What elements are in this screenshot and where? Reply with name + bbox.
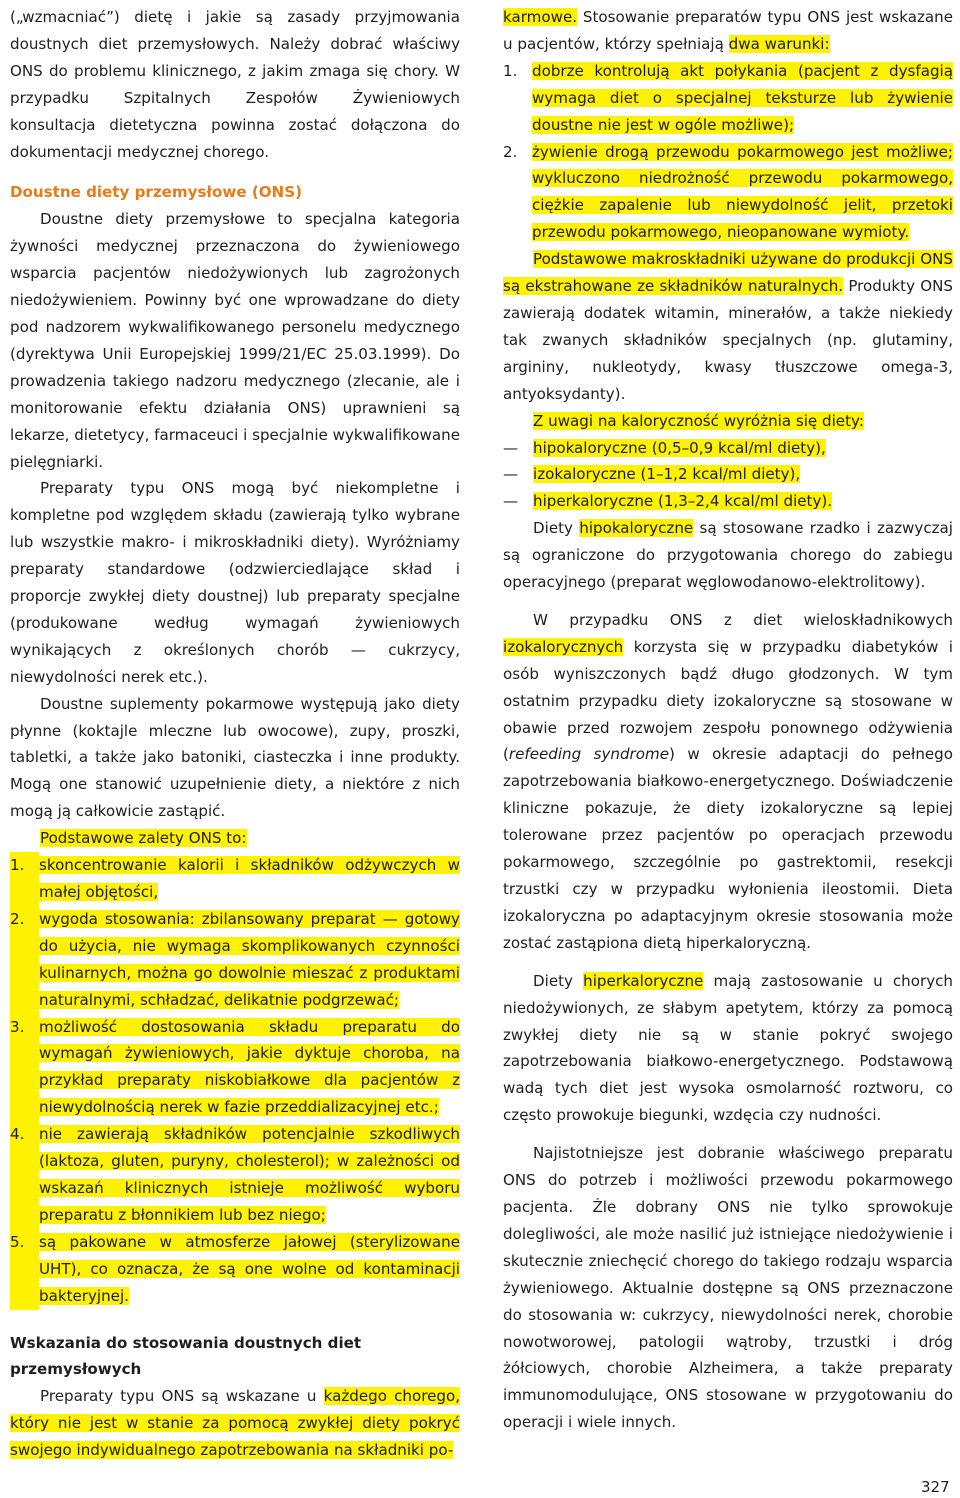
list-item-text: są pakowane w atmosferze jałowej (sterylizowane UHT), co oznacza, że są one wolne od kontaminacji bakteryjnej. <box>39 1232 460 1305</box>
list-item-text: izokaloryczne (1–1,2 kcal/ml diety), <box>533 465 801 484</box>
list-item-text: żywienie drogą przewodu pokarmowego jest możliwe; wykluczono niedrożność przewodu pokarmowego, ciężkie zapalenie lub niewydolność jelit, przetoki przewodu pokarmowego, nieopanowane wymioty. <box>532 142 953 242</box>
list-item <box>503 58 953 139</box>
highlight-span: Podstawowe makroskładniki używane do produkcji ONS są ekstrahowane ze składników naturalnych. <box>503 250 953 296</box>
list-item-text: hiperkaloryczne (1,3–2,4 kcal/ml diety). <box>533 492 833 511</box>
highlight-span: izokalorycznych <box>503 637 624 656</box>
list-item-text: skoncentrowanie kalorii i składników odżywczych w małej objętości, <box>39 856 460 901</box>
list-item <box>503 488 953 515</box>
section-heading-ons: Doustne diety przemysłowe (ONS) <box>10 183 302 202</box>
list-dash: — <box>503 465 519 484</box>
list-number: 4. <box>10 1121 39 1229</box>
list-item <box>503 435 953 462</box>
left-column <box>10 4 460 1464</box>
list-item-text: możliwość dostosowania składu preparatu do wymagań żywieniowych, jakie dyktuje choroba, na przykład preparaty niskobiałkowe dla pacjentów z niewydolnością nerek w fazie przeddializacyjnej etc.; <box>39 1017 460 1117</box>
list-number: 2. <box>10 906 39 1014</box>
calorie-intro-text: Z uwagi na kaloryczność wyróżnia się diety: <box>533 411 864 430</box>
list-item <box>10 852 460 906</box>
list-item-text: hipokaloryczne (0,5–0,9 kcal/ml diety), <box>533 438 826 457</box>
highlight-span: hiperkaloryczne <box>583 971 704 990</box>
section-heading-indications: Wskazania do stosowania doustnych diet przemysłowych <box>10 1333 362 1379</box>
list-number: 2. <box>503 142 518 161</box>
conditions-list <box>503 58 953 246</box>
paragraph-ons-forms: Doustne suplementy pokarmowe występują jako diety płynne (koktajle mleczne lub owocowe), zupy, proszki, tabletki, a także jako batoniki, ciasteczka i inne produkty. Mogą one stanowić uzupełnienie diety, a niektóre z nich mogą ją całkowicie zastąpić. <box>10 694 460 821</box>
paragraph-indications: Preparaty typu ONS są wskazane u każdego chorego, który nie jest w stanie za pomocą zwykłej diety pokryć swojego indywidualnego zapotrzebowania na składniki po- <box>10 1387 460 1460</box>
paragraph-hypocaloric: Diety hipokaloryczne są stosowane rzadko i zazwyczaj są ograniczone do przygotowania chorego do zabiegu operacyjnego (preparat węglowodanowo-elektrolitowy). <box>503 519 953 592</box>
calorie-intro <box>503 408 953 435</box>
highlight-span: dwa warunki: <box>728 34 830 53</box>
highlight-span: hipokaloryczne <box>579 519 694 538</box>
paragraph-intro: („wzmacniać”) dietę i jakie są zasady przyjmowania doustnych diet przemysłowych. Należy dobrać właściwy ONS do problemu klinicznego, z jakim zmaga się chory. W przypadku Szpitalnych Zespołów Żywieniowych konsultacja dietetyczna powinna zostać dołączona do dokumentacji medycznej chorego. <box>10 8 460 161</box>
page-number: 327 <box>921 1478 950 1496</box>
list-dash: — <box>503 492 519 511</box>
italic-term: refeeding syndrome <box>508 745 669 764</box>
right-column <box>503 4 953 1436</box>
highlight-span: karmowe. <box>503 8 578 26</box>
paragraph-hypercaloric: Diety hiperkaloryczne mają zastosowanie u chorych niedożywionych, ze słabym apetytem, którzy za pomocą zwykłej diety nie są w stanie pokryć swojego zapotrzebowania białkowo-energetycznego. Podstawową wadą tych diet jest wysoka osmolarność roztworu, co często prowokuje biegunki, wzdęcia czy nudności. <box>503 971 953 1125</box>
list-number: 3. <box>10 1014 39 1122</box>
list-dash: — <box>503 438 519 457</box>
list-item <box>10 1014 460 1122</box>
paragraph-macronutrients: Podstawowe makroskładniki używane do produkcji ONS są ekstrahowane ze składników naturalnych. Produkty ONS zawierają dodatek witamin, minerałów, a także niekiedy tak zwanych składników specjalnych (np. glutaminy, argininy, nukleotydy, kwasy tłuszczowe omega-3, antyoksydanty). <box>503 250 953 403</box>
advantages-list <box>10 852 460 1309</box>
list-item <box>10 1121 460 1229</box>
advantages-intro-text: Podstawowe zalety ONS to: <box>40 829 247 848</box>
paragraph-indications-cont: karmowe. Stosowanie preparatów typu ONS jest wskazane u pacjentów, którzy spełniają dwa warunki: <box>503 8 953 53</box>
list-item <box>503 139 953 247</box>
calorie-list <box>503 435 953 516</box>
list-item-text: wygoda stosowania: zbilansowany preparat — gotowy do użycia, nie wymaga skomplikowanych czynności kulinarnych, można go dowolnie mieszać z produktami naturalnymi, schładzać, delikatnie podgrzewać; <box>39 909 460 1009</box>
list-item <box>10 1229 460 1310</box>
list-item-text: nie zawierają składników potencjalnie szkodliwych (laktoza, gluten, puryny, cholesterol); w zależności od wskazań klinicznych istnieje możliwość wyboru preparatu z błonnikiem lub bez niego; <box>39 1125 460 1224</box>
list-number: 5. <box>10 1229 39 1310</box>
list-number: 1. <box>10 852 39 906</box>
list-item-text: dobrze kontrolują akt połykania (pacjent z dysfagią wymaga diet o specjalnej teksturze lub żywienie doustne nie jest w ogóle możliwe); <box>532 61 953 134</box>
highlight-span: każdego chorego, który nie jest w stanie za pomocą zwykłej diety pokryć swojego indywidualnego zapotrzebowania na składniki po- <box>10 1387 460 1460</box>
list-item <box>10 906 460 1014</box>
list-item <box>503 461 953 488</box>
list-number: 1. <box>503 61 518 80</box>
advantages-intro <box>10 825 460 852</box>
paragraph-isocaloric: W przypadku ONS z diet wieloskładnikowych izokalorycznych korzysta się w przypadku diabetyków i osób wyniszczonych bądź długo głodzonych. W tym ostatnim przypadku diety izokaloryczne są stosowane w obawie przed rozwojem zespołu ponownego odżywienia (refeeding syndrome) w okresie adaptacji do pełnego zapotrzebowania białkowo-energetycznego. Doświadczenie kliniczne pokazuje, że diety izokaloryczne są lepiej tolerowane przez pacjentów po operacjach przewodu pokarmowego, szczególnie po gastrektomii, resekcji trzustki czy w przypadku wyłonienia ileostomii. Dieta izokaloryczna po adaptacyjnym okresie stosowania może zostać zastąpiona dietą hiperkaloryczną. <box>503 610 953 952</box>
paragraph-selection: Najistotniejsze jest dobranie właściwego preparatu ONS do potrzeb i możliwości przewodu pokarmowego pacjenta. Źle dobrany ONS nie tylko sprowokuje dolegliwości, ale może nasilić już istniejące niedożywienie i skutecznie zniechęcić chorego do takiego rodzaju wsparcia żywieniowego. Aktualnie dostępne są ONS przeznaczone do stosowania w: cukrzycy, niewydolności nerek, chorobie nowotworowej, patologii wątroby, trzustki i dróg żółciowych, chorobie Alzheimera, a także preparaty immunomodulujące, ONS stosowane w przygotowaniu do operacji i wiele innych. <box>503 1144 953 1432</box>
paragraph-ons-types: Preparaty typu ONS mogą być niekompletne i kompletne pod względem składu (zawierają tylko wybrane lub wszystkie makro- i mikroskładniki diety). Wyróżniamy preparaty standardowe (odzwierciedlające skład i proporcje zwykłej diety doustnej) lub preparaty specjalne (produkowane według wymagań żywieniowych wynikających z określonych chorób — cukrzycy, niewydolności nerek etc.). <box>10 479 460 686</box>
paragraph-ons-definition: Doustne diety przemysłowe to specjalna kategoria żywności medycznej przeznaczona do żywieniowego wsparcia pacjentów niedożywionych lub zagrożonych niedożywieniem. Powinny być one wprowadzane do diety pod nadzorem wykwalifikowanego personelu medycznego (dyrektywa Unii Europejskiej 1999/21/EC 25.03.1999). Do prowadzenia takiego nadzoru medycznego (zlecanie, ale i monitorowanie efektu działania ONS) uprawnieni są lekarze, dietetycy, farmaceuci i specjalnie wykwalifikowane pielęgniarki. <box>10 210 460 471</box>
